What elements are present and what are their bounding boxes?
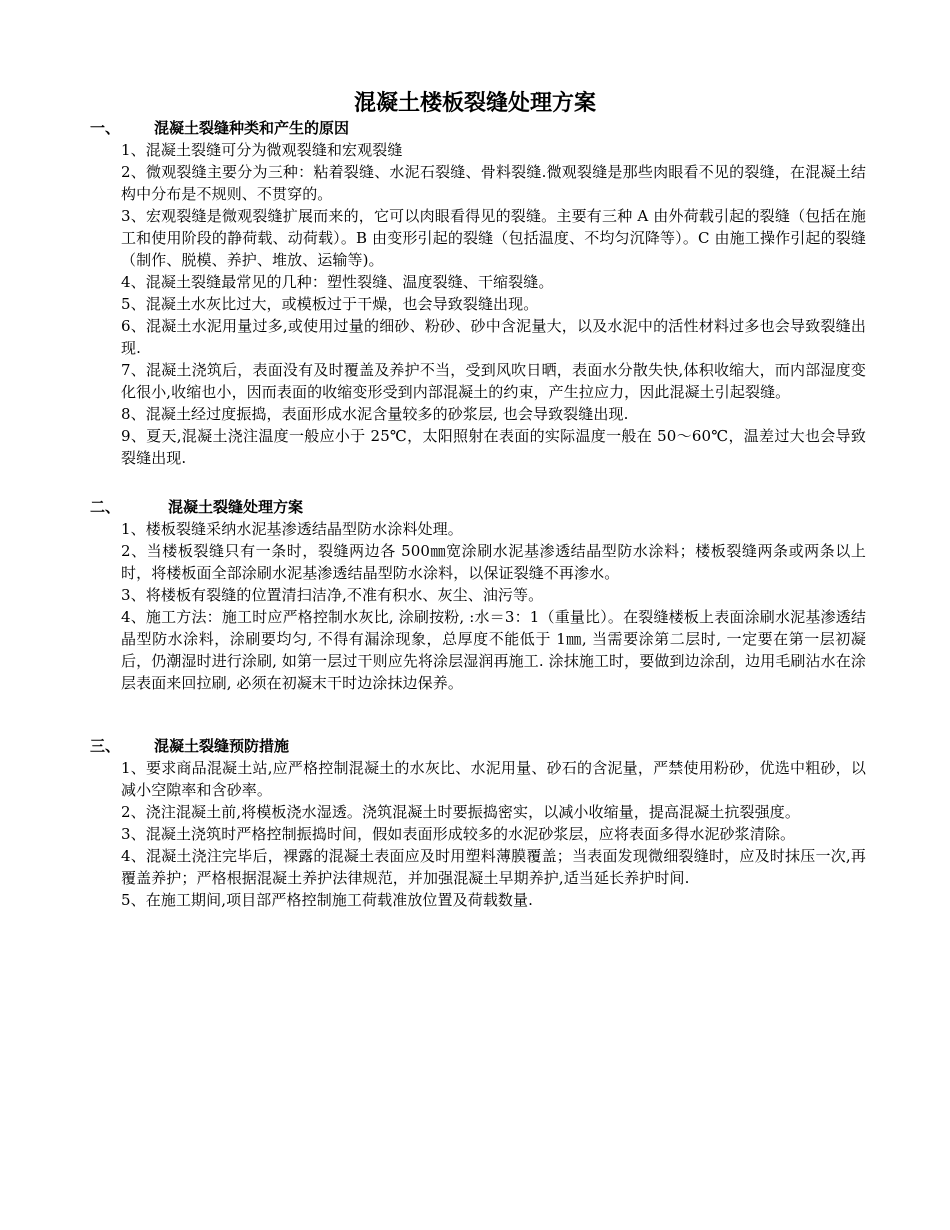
section-heading bbox=[90, 118, 349, 139]
section-heading bbox=[90, 736, 289, 757]
list-item: 3、混凝土浇筑时严格控制振捣时间，假如表面形成较多的水泥砂浆层，应将表面多得水泥砂浆清除。 bbox=[121, 825, 796, 843]
list-item: 2、当楼板裂缝只有一条时，裂缝两边各 500㎜宽涂刷水泥基渗透结晶型防水涂料；楼板裂缝两条或两条以上时，将楼板面全部涂刷水泥基渗透结晶型防水涂料，以保证裂缝不再渗水。 bbox=[121, 542, 866, 582]
list-item: 4、混凝土浇注完毕后，裸露的混凝土表面应及时用塑料薄膜覆盖；当表面发现微细裂缝时，应及时抹压一次,再覆盖养护；严格根据混凝土养护法律规范，并加强混凝土早期养护,适当延长养护时间. bbox=[121, 847, 866, 887]
list-item: 8、混凝土经过度振捣，表面形成水泥含量较多的砂浆层, 也会导致裂缝出现. bbox=[121, 405, 629, 423]
section-title: 混凝土裂缝预防措施 bbox=[154, 737, 290, 755]
list-item: 2、浇注混凝土前,将模板浇水湿透。浇筑混凝土时要振捣密实，以减小收缩量，提高混凝土抗裂强度。 bbox=[121, 803, 800, 821]
section-heading bbox=[90, 497, 303, 518]
list-item: 4、混凝土裂缝最常见的几种：塑性裂缝、温度裂缝、干缩裂缝。 bbox=[121, 273, 554, 291]
list-item: 1、要求商品混凝土站,应严格控制混凝土的水灰比、水泥用量、砂石的含泥量，严禁使用粉砂，优选中粗砂，以减小空隙率和含砂率。 bbox=[121, 759, 866, 799]
list-item: 1、混凝土裂缝可分为微观裂缝和宏观裂缝 bbox=[121, 141, 403, 159]
section-items bbox=[121, 139, 866, 469]
list-item: 5、混凝土水灰比过大，或模板过于干燥，也会导致裂缝出现。 bbox=[121, 295, 539, 313]
list-item: 4、施工方法：施工时应严格控制水灰比, 涂刷按粉, :水＝3：1（重量比）。在裂缝楼板上表面涂刷水泥基渗透结晶型防水涂料，涂刷要均匀, 不得有漏涂现象，总厚度不能低于 1㎜, 当需要涂第二层时, 一定要在第一层初凝后，仍潮湿时进行涂刷, 如第一层过干则应先将涂层湿润再施工. 涂抹施工时，要做到边涂刮，边用毛刷沾水在涂层表面来回拉刷, 必须在初凝末干时边涂抹边保养。 bbox=[121, 608, 866, 692]
section-items bbox=[121, 757, 866, 911]
section-title: 混凝土裂缝处理方案 bbox=[168, 498, 304, 516]
list-item: 3、将楼板有裂缝的位置清扫洁净,不准有积水、灰尘、油污等。 bbox=[121, 586, 544, 604]
section-number: 二、 bbox=[90, 498, 121, 516]
list-item: 3、宏观裂缝是微观裂缝扩展而来的，它可以肉眼看得见的裂缝。主要有三种 A 由外荷载引起的裂缝（包括在施工和使用阶段的静荷载、动荷载）。B 由变形引起的裂缝（包括温度、不均匀沉降等）。C 由施工操作引起的裂缝（制作、脱模、养护、堆放、运输等)。 bbox=[121, 207, 866, 269]
section-number: 三、 bbox=[90, 737, 121, 755]
section-title: 混凝土裂缝种类和产生的原因 bbox=[154, 119, 350, 137]
document-title: 混凝土楼板裂缝处理方案 bbox=[353, 91, 596, 116]
section-number: 一、 bbox=[90, 119, 121, 137]
list-item: 6、混凝土水泥用量过多,或使用过量的细砂、粉砂、砂中含泥量大，以及水泥中的活性材料过多也会导致裂缝出现. bbox=[121, 317, 866, 357]
list-item: 9、夏天,混凝土浇注温度一般应小于 25℃，太阳照射在表面的实际温度一般在 50～60℃，温差过大也会导致裂缝出现. bbox=[121, 427, 866, 467]
list-item: 5、在施工期间,项目部严格控制施工荷载准放位置及荷载数量. bbox=[121, 891, 533, 909]
list-item: 1、楼板裂缝采纳水泥基渗透结晶型防水涂料处理。 bbox=[121, 520, 463, 538]
list-item: 2、微观裂缝主要分为三种：粘着裂缝、水泥石裂缝、骨料裂缝.微观裂缝是那些肉眼看不见的裂缝，在混凝土结构中分布是不规则、不贯穿的。 bbox=[121, 163, 866, 203]
list-item: 7、混凝土浇筑后，表面没有及时覆盖及养护不当，受到风吹日晒，表面水分散失快,体积收缩大，而内部湿度变化很小,收缩也小，因而表面的收缩变形受到内部混凝土的约束，产生拉应力，因此混凝土引起裂缝。 bbox=[121, 361, 866, 401]
section-items bbox=[121, 518, 866, 694]
